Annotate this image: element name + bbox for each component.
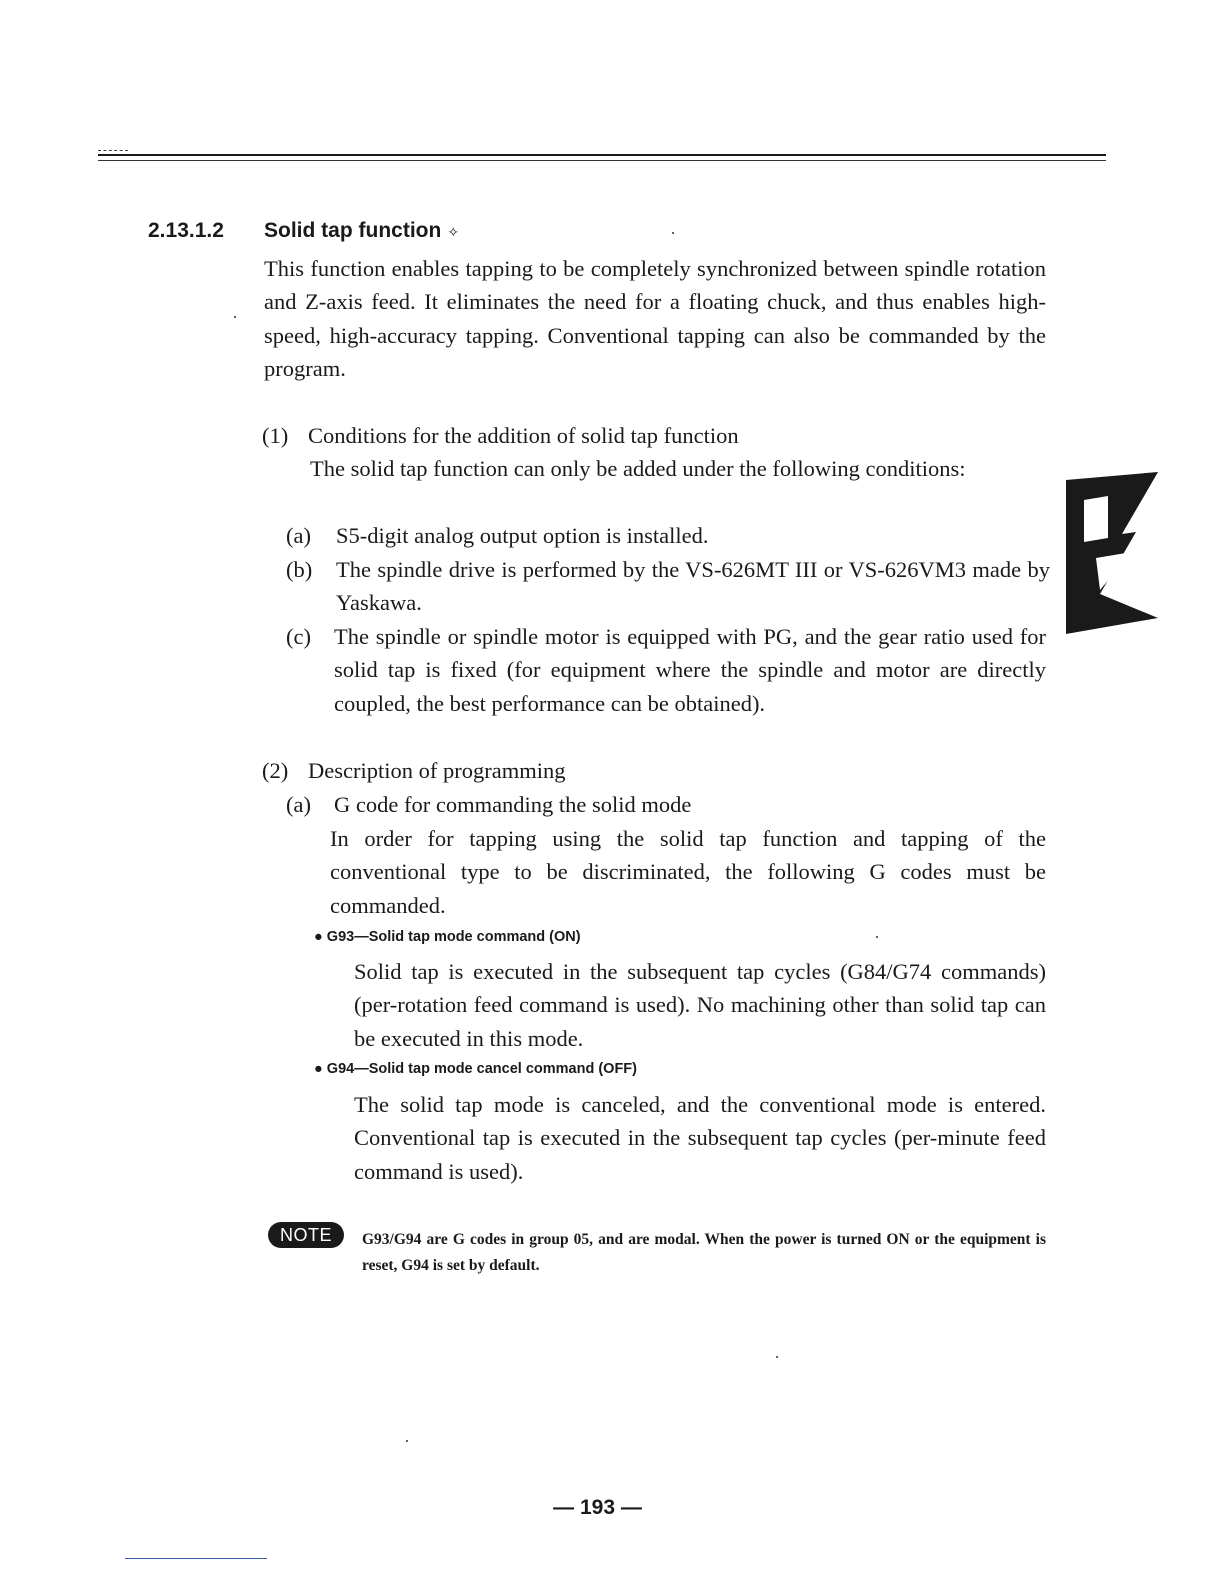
footer-line <box>125 1558 267 1559</box>
item1-subitem-a-label: (a) <box>286 523 311 548</box>
item2-subitem-a-body: In order for tapping using the solid tap function and tapping of the conventional type to be discriminated, the following G codes must be commanded. <box>330 826 1046 918</box>
bullet-dot-icon: ● <box>314 1061 327 1077</box>
header-rule-top <box>98 154 1106 156</box>
page-number: — 193 — <box>553 1496 642 1519</box>
item1-number: (1) <box>262 423 289 448</box>
g93-bullet-head <box>314 927 581 947</box>
item2-subitem-a-title: G code for commanding the solid mode <box>334 792 692 817</box>
g93-head-text: G93—Solid tap mode command (ON) <box>326 929 581 945</box>
g93-bullet-body: Solid tap is executed in the subsequent tap cycles (G84/G74 commands) (per-rotation feed command is used). No machining other than solid tap can be executed in this mode. <box>354 959 1046 1051</box>
item1-subitem-c-text: The spindle or spindle motor is equipped with PG, and the gear ratio used for solid tap is fixed (for equipment where the spindle and motor are directly coupled, the best performance can be obtained). <box>334 624 1046 716</box>
note-badge: NOTE <box>268 1222 344 1248</box>
section-title-row <box>264 219 459 243</box>
scan-speck <box>234 316 236 318</box>
scan-speck <box>876 936 878 938</box>
item1-subitem-b-text: The spindle drive is performed by the VS-626MT III or VS-626VM3 made by Yaskawa. <box>336 557 1050 616</box>
scan-speck <box>776 1356 778 1358</box>
scan-speck <box>672 232 674 234</box>
item1-title: Conditions for the addition of solid tap function <box>308 423 739 448</box>
item2-subitem-a-label: (a) <box>286 792 311 817</box>
intro-paragraph: This function enables tapping to be completely synchronized between spindle rotation and Z-axis feed. It eliminates the need for a floating chuck, and thus enables high-speed, high-accuracy tapping. Conventional tapping can also be commanded by the program. <box>264 256 1046 381</box>
item2-title: Description of programming <box>308 758 566 783</box>
section-title: Solid tap function <box>264 219 442 242</box>
item1-subitem-a-text: S5-digit analog output option is installed. <box>336 523 709 548</box>
header-rule-dash <box>98 150 128 151</box>
bullet-dot-icon: ● <box>314 929 327 945</box>
scan-speck <box>406 1440 408 1442</box>
item1-body: The solid tap function can only be added under the following conditions: <box>310 456 966 481</box>
item2-number: (2) <box>262 758 289 783</box>
chapter-tab-marker-icon <box>1066 472 1162 634</box>
item1-subitem-c-label: (c) <box>286 624 311 649</box>
note-text: G93/G94 are G codes in group 05, and are modal. When the power is turned ON or the equipment is reset, G94 is set by default. <box>362 1231 1046 1274</box>
g94-bullet-head <box>314 1059 637 1079</box>
g94-head-text: G94—Solid tap mode cancel command (OFF) <box>326 1061 637 1077</box>
item1-subitem-b-label: (b) <box>286 557 313 582</box>
section-number: 2.13.1.2 <box>148 219 224 242</box>
header-rule-bottom <box>98 160 1106 161</box>
star-bullet-icon: ✧ <box>447 224 460 240</box>
g94-bullet-body: The solid tap mode is canceled, and the conventional mode is entered. Conventional tap is executed in the subsequent tap cycles (per-minute feed command is used). <box>354 1092 1046 1184</box>
